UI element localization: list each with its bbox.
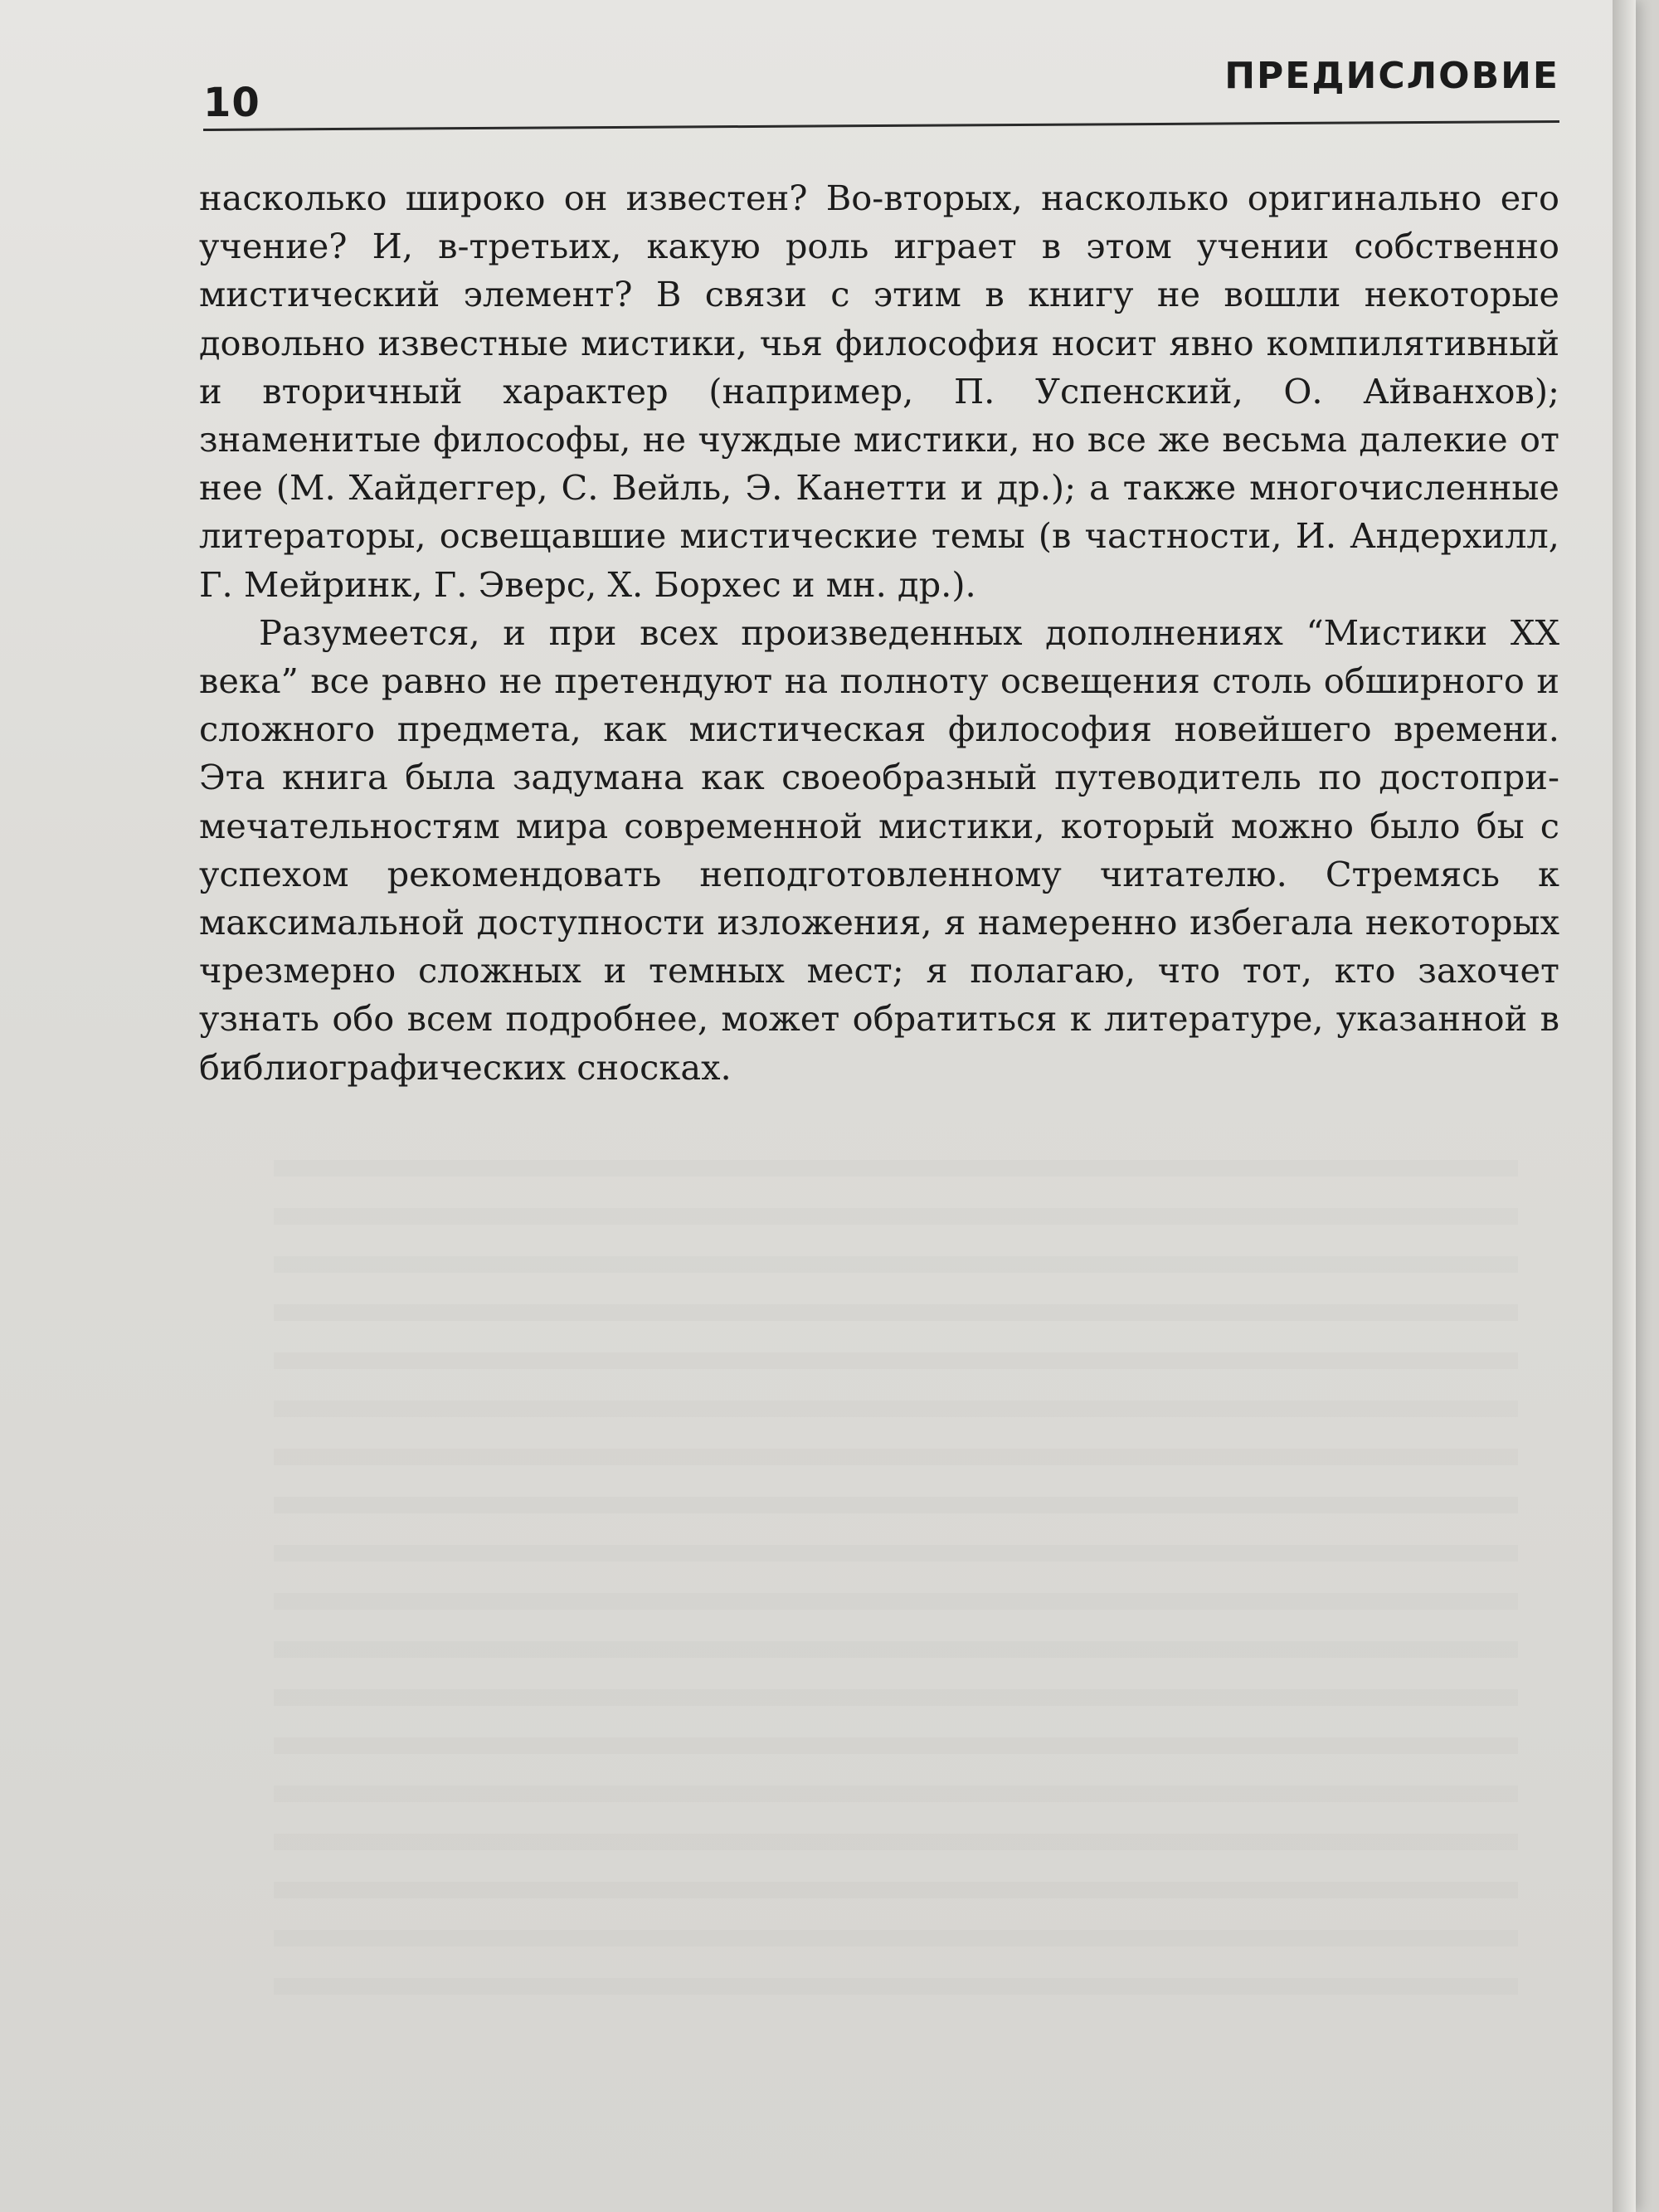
paragraph: Разумеется, и при всех произведенных дополнениях “Мистики XX века” все равно не претендуют на полноту освещения столь обширного и сложного предмета, как мистическая философия новейшего времени. Эта книга была задумана как своеобразный путеводитель по достопримечательностям мира современной мистики, который можно было бы с успехом рекомендовать неподготовленному читателю. Стремясь к максимальной доступности изложения, я намеренно избегала некоторых чрезмерно сложных и темных мест; я полагаю, что тот, кто захочет узнать обо всем подробнее, может обратиться к литературе, указанной в библиографических сносках.	[199, 611, 1559, 1088]
show-through-text	[274, 1128, 1518, 2000]
header-rule	[203, 120, 1559, 131]
paragraph: насколько широко он известен? Во-вторых, насколько оригинально его учение? И, в-третьих, какую роль играет в этом учении собственно мистический элемент? В связи с этим в книгу не вошли некоторые довольно известные мистики, чья философия носит явно компилятивный и вторичный характер (например, П. Успенский, О. Айванхов); знаменитые философы, не чуждые мистики, но все же весьма далекие от нее (М. Хайдеггер, С. Вейль, Э. Канетти и др.); а также многочисленные литераторы, освещавшие мистические темы (в частности, И. Андерхилл, Г. Мейринк, Г. Эверс, Х. Борхес и мн. др.).	[199, 178, 1559, 605]
running-head: ПРЕДИСЛОВИЕ	[1224, 55, 1559, 97]
page-number: 10	[203, 80, 260, 126]
page-header	[203, 43, 1559, 134]
page-edge	[1613, 0, 1636, 2212]
body-text	[199, 174, 1559, 1092]
